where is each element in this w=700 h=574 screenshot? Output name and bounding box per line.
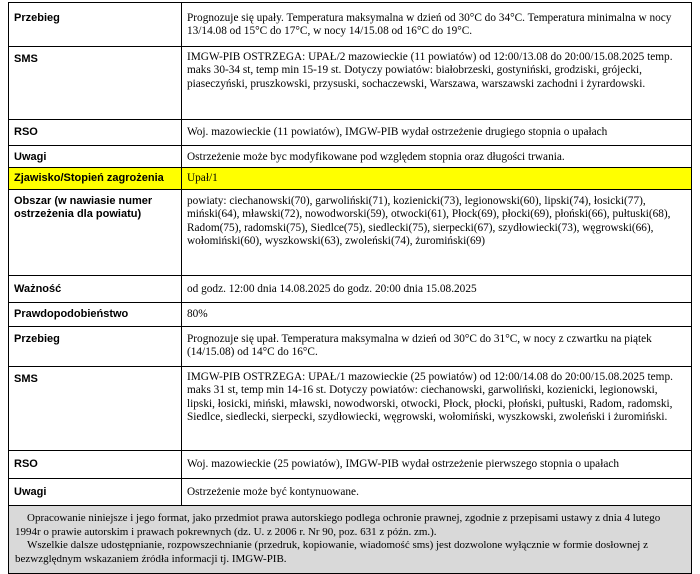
row-rso-2 — [9, 451, 692, 479]
row-sms-1 — [9, 47, 692, 120]
label-waznosc: Ważność — [9, 276, 182, 303]
value-zjawisko: Upał/1 — [182, 168, 692, 190]
warning-document — [8, 2, 692, 574]
value-przebieg: Prognozuje się upał. Temperatura maksymalna w dzień od 30°C do 31°C, w nocy z czwartku na piątek (14/15.08) od 14°C do 16°C. — [182, 327, 692, 367]
value-waznosc: od godz. 12:00 dnia 14.08.2025 do godz. 20:00 dnia 15.08.2025 — [182, 276, 692, 303]
row-obszar — [9, 190, 692, 276]
row-sms-2 — [9, 367, 692, 451]
value-prawdopodobienstwo: 80% — [182, 303, 692, 327]
row-prawdopodobienstwo — [9, 303, 692, 327]
value-rso: Woj. mazowieckie (25 powiatów), IMGW-PIB wydał ostrzeżenie pierwszego stopnia o upałach — [182, 451, 692, 479]
warning-table — [8, 2, 692, 506]
label-uwagi: Uwagi — [9, 146, 182, 168]
row-waznosc — [9, 276, 692, 303]
value-obszar: powiaty: ciechanowski(70), garwoliński(71), kozienicki(73), legionowski(60), lipski(74), łosicki(77), miński(64), mławski(72), nowodworski(59), otwocki(61), Płock(69), płocki(69), płoński(66), pułtuski(68), Radom(75), radomski(75), Siedlce(75), siedlecki(75), sierpecki(67), szydłowiecki(73), węgrowski(66), wołomiński(60), wyszkowski(63), zwoleński(74), żuromiński(69) — [182, 190, 692, 276]
label-przebieg: Przebieg — [9, 3, 182, 47]
row-uwagi-2 — [9, 479, 692, 506]
row-zjawisko — [9, 168, 692, 190]
label-sms: SMS — [9, 367, 182, 451]
value-uwagi: Ostrzeżenie może byc modyfikowane pod względem stopnia oraz długości trwania. — [182, 146, 692, 168]
label-sms: SMS — [9, 47, 182, 120]
label-uwagi: Uwagi — [9, 479, 182, 506]
value-przebieg: Prognozuje się upały. Temperatura maksymalna w dzień od 30°C do 34°C. Temperatura minimalna w nocy 13/14.08 od 15°C do 17°C, w nocy 14/15.08 od 16°C do 19°C. — [182, 3, 692, 47]
value-sms: IMGW-PIB OSTRZEGA: UPAŁ/2 mazowieckie (11 powiatów) od 12:00/13.08 do 20:00/15.08.2025 temp. maks 30-34 st, temp min 15-19 st. Dotyczy powiatów: białobrzeski, gostyniński, grodziski, grójecki, piaseczyński, pruszkowski, przysuski, sochaczewski, Warszawa, warszawski zachodni i żyrardowski. — [182, 47, 692, 120]
label-rso: RSO — [9, 451, 182, 479]
value-uwagi: Ostrzeżenie może być kontynuowane. — [182, 479, 692, 506]
copyright-notice — [8, 506, 692, 574]
redistribution-paragraph: Wszelkie dalsze udostępnianie, rozpowszechnianie (przedruk, kopiowanie, wiadomość sms) jest dozwolone wyłącznie w formie dosłownej z bezwzględnym wskazaniem źródła informacji tj. IMGW-PIB. — [15, 539, 648, 565]
copyright-paragraph: Opracowanie niniejsze i jego format, jako przedmiot prawa autorskiego podlega ochronie prawnej, zgodnie z przepisami ustawy z dnia 4 lutego 1994r o prawie autorskim i prawach pokrewnych (dz. U. z 2006 r. Nr 90, poz. 631 z późn. zm.). — [15, 512, 661, 538]
row-przebieg-1 — [9, 3, 692, 47]
label-przebieg: Przebieg — [9, 327, 182, 367]
value-rso: Woj. mazowieckie (11 powiatów), IMGW-PIB wydał ostrzeżenie drugiego stopnia o upałach — [182, 120, 692, 146]
row-przebieg-2 — [9, 327, 692, 367]
label-obszar: Obszar (w nawiasie numer ostrzeżenia dla powiatu) — [9, 190, 182, 276]
label-prawdopodobienstwo: Prawdopodobieństwo — [9, 303, 182, 327]
value-sms: IMGW-PIB OSTRZEGA: UPAŁ/1 mazowieckie (25 powiatów) od 12:00/14.08 do 20:00/15.08.2025 temp. maks 31 st, temp min 14-16 st. Dotyczy powiatów: ciechanowski, garwoliński, kozienicki, legionowski, lipski, łosicki, miński, mławski, nowodworski, otwocki, Płock, płocki, płoński, pułtuski, Radom, radomski, Siedlce, siedlecki, sierpecki, szydłowiecki, węgrowski, wołomiński, wyszkowski, zwoleński i żuromiński. — [182, 367, 692, 451]
row-uwagi-1 — [9, 146, 692, 168]
label-zjawisko: Zjawisko/Stopień zagrożenia — [9, 168, 182, 190]
label-rso: RSO — [9, 120, 182, 146]
row-rso-1 — [9, 120, 692, 146]
